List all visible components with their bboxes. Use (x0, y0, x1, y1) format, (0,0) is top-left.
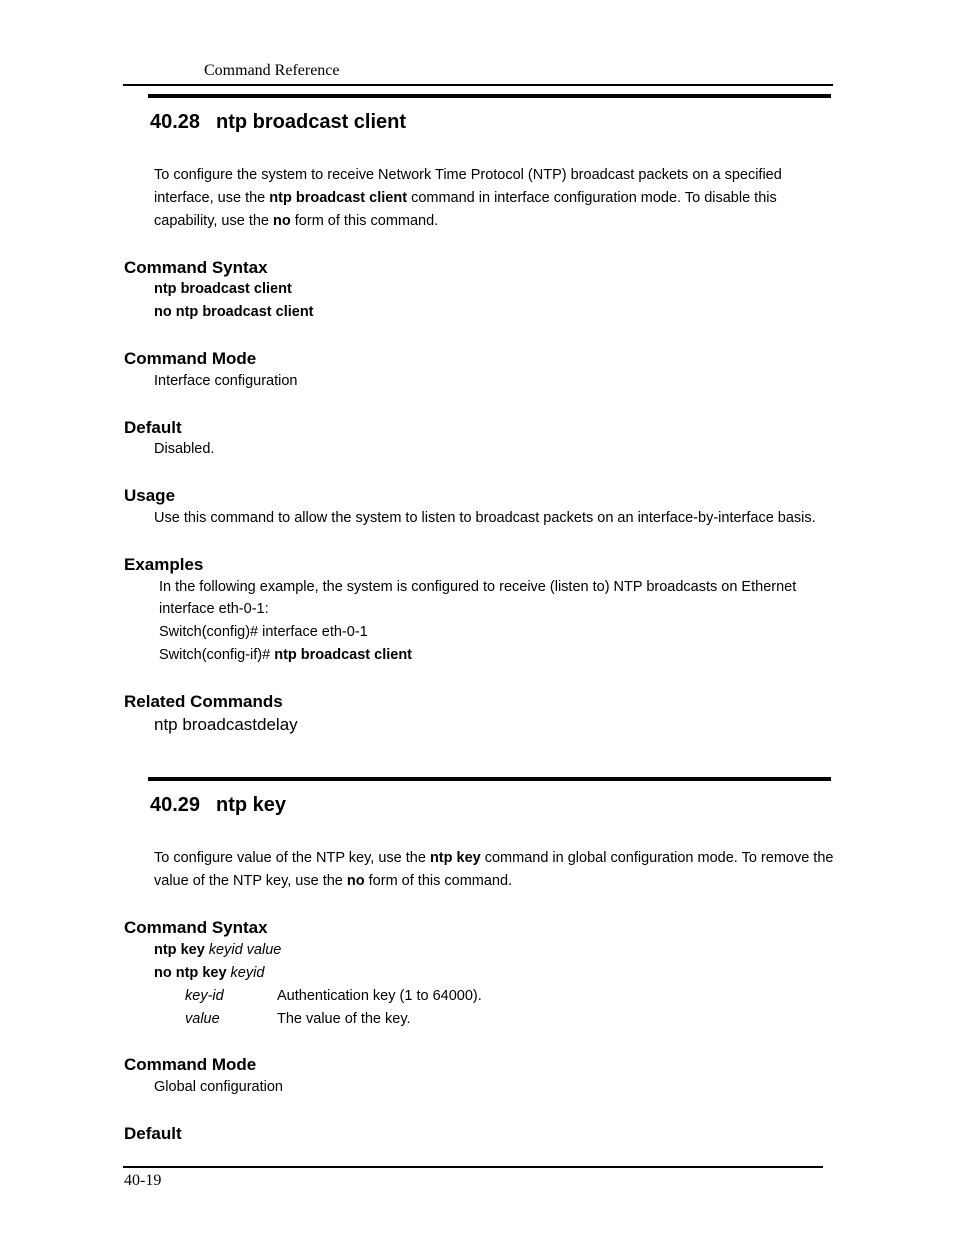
heading-usage-28: Usage (124, 486, 176, 505)
heading-examples-28: Examples (124, 555, 204, 574)
intro-command-keyword: ntp key (429, 850, 481, 866)
syntax-line-1 (154, 939, 281, 962)
intro-command-keyword: ntp broadcast client (269, 190, 408, 206)
intro-text: To configure value of the NTP key, use the (154, 850, 430, 866)
param-row (185, 988, 482, 1004)
section-name: ntp key (216, 794, 287, 816)
usage-text-28: Use this command to allow the system to listen to broadcast packets on an interface-by-interface basis. (154, 510, 816, 526)
syntax-line-2 (154, 962, 264, 985)
example-text-line-1: In the following example, the system is configured to receive (listen to) NTP broadcasts on Ethernet (159, 579, 797, 595)
syntax-command: ntp key (154, 942, 205, 958)
intro-command-keyword: no (273, 213, 291, 229)
heading-command-syntax-28: Command Syntax (124, 258, 268, 277)
intro-text: form of this command. (364, 873, 513, 889)
page-number: 40-19 (124, 1172, 162, 1189)
section-title-29 (150, 794, 286, 817)
default-value-28: Disabled. (154, 441, 215, 457)
running-header: Command Reference (204, 62, 340, 79)
param-desc: The value of the key. (277, 1011, 411, 1027)
syntax-line-2: no ntp broadcast client (154, 304, 314, 320)
heading-command-mode-28: Command Mode (124, 349, 257, 368)
heading-default-28: Default (124, 418, 182, 437)
intro-text: command in interface configuration mode. To disable this capability, use the (154, 190, 777, 229)
intro-text: form of this command. (290, 213, 439, 229)
section-number: 40.28 (150, 111, 201, 133)
heading-related-commands-28: Related Commands (124, 692, 283, 711)
example-command-1: Switch(config)# interface eth-0-1 (159, 624, 368, 640)
example-command-2-cmd: ntp broadcast client (274, 647, 413, 663)
param-row (185, 1011, 411, 1027)
related-command-link: ntp broadcastdelay (154, 715, 298, 734)
section-rule-28 (148, 94, 831, 98)
syntax-args: keyid (230, 965, 265, 981)
section-title-28 (150, 111, 406, 134)
command-mode-value-29: Global configuration (154, 1079, 283, 1095)
heading-command-syntax-29: Command Syntax (124, 918, 268, 937)
intro-command-keyword: no (346, 873, 365, 889)
heading-command-mode-29: Command Mode (124, 1055, 257, 1074)
section-intro-29 (154, 847, 834, 893)
example-command-2-prompt: Switch(config-if)# (159, 647, 275, 663)
section-rule-29 (148, 777, 831, 781)
syntax-line-1: ntp broadcast client (154, 281, 292, 297)
section-intro-28 (154, 164, 834, 233)
command-mode-value-28: Interface configuration (154, 373, 298, 389)
intro-text: To configure the system to receive Network Time Protocol (NTP) broadcast packets on a specified interface, use the (154, 167, 782, 206)
header-rule (123, 84, 833, 86)
intro-text: command in global configuration mode. To remove the value of the NTP key, use the (154, 850, 834, 889)
footer-rule (123, 1166, 823, 1168)
heading-default-29: Default (124, 1124, 182, 1143)
section-name: ntp broadcast client (216, 111, 407, 133)
param-name: key-id (185, 988, 224, 1004)
example-command-2 (159, 644, 412, 667)
syntax-args: keyid value (208, 942, 282, 958)
syntax-command: no ntp key (154, 965, 227, 981)
param-desc: Authentication key (1 to 64000). (277, 988, 482, 1004)
param-name: value (185, 1011, 220, 1027)
section-number: 40.29 (150, 794, 201, 816)
example-text-line-2: interface eth-0-1: (159, 601, 269, 617)
